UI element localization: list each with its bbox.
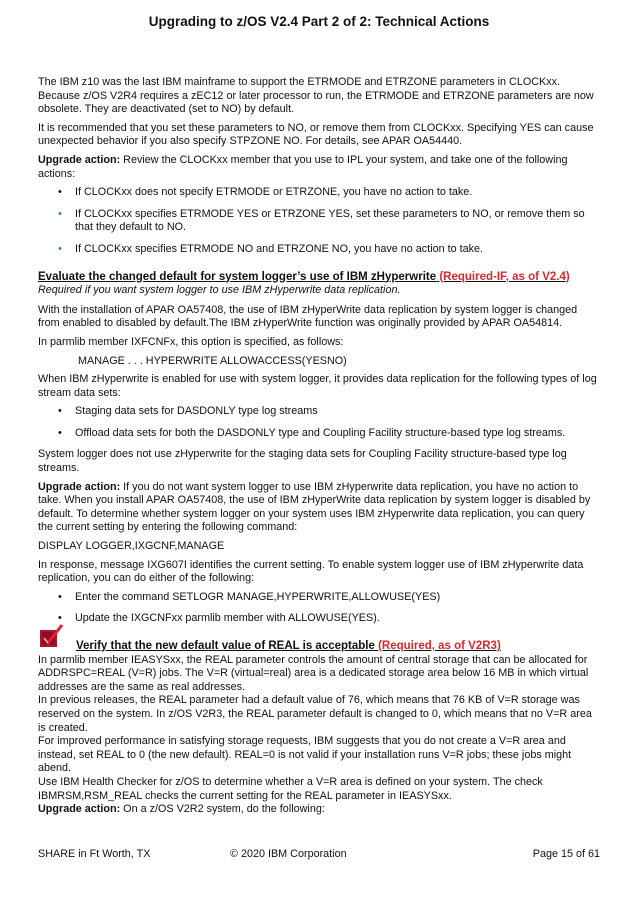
bullet-list xyxy=(38,591,600,626)
paragraph: In parmlib member IEASYSxx, the REAL parameter controls the amount of central storage that can be allocated for ADDRSPC=REAL (V=R) jobs. The V=R (virtual=real) area is a dedicated storage area below 16 MB in which virtual addresses are the same as real addresses. xyxy=(38,653,589,693)
section-heading xyxy=(38,271,600,285)
upgrade-action-text: Review the CLOCKxx member that you use to IPL your system, and take one of the following actions: xyxy=(38,153,568,180)
list-item: • Enter the command SETLOGR MANAGE,HYPERWRITE,ALLOWUSE(YES) xyxy=(38,591,600,605)
upgrade-action-text: If you do not want system logger to use IBM zHyperwrite data replication, you have no action to take. When you install APAR OA57408, the use of IBM zHyperWrite data replication by system logger is disabled by default. To determine whether system logger on your system uses IBM zHyperwrite data replication, you can query the current setting by entering the following command: xyxy=(38,480,591,534)
list-item: • If CLOCKxx does not specify ETRMODE or ETRZONE, you have no action to take. xyxy=(38,186,600,200)
paragraph: When IBM zHyperwrite is enabled for use with system logger, it provides data replication for the following types of log stream data sets: xyxy=(38,373,597,399)
section-heading xyxy=(38,640,600,654)
paragraph: For improved performance in satisfying storage requests, IBM suggests that you do not create a V=R area and instead, set REAL to 0 (the new default). REAL=0 is not valid if your installation runs V=R jobs; these jobs might abend. xyxy=(38,735,572,775)
paragraph: System logger does not use zHyperwrite for the staging data sets for Coupling Facility structure-based type log streams. xyxy=(38,448,567,475)
paragraph: In previous releases, the REAL parameter had a default value of 76, which means that 76 KB of V=R storage was reserved on the system. In z/OS V2R3, the REAL parameter default is changed to 0, which means that no V=R area is created. xyxy=(38,694,592,734)
footer-copyright: © 2020 IBM Corporation xyxy=(230,848,347,860)
footer-page-number: Page 15 of 61 xyxy=(532,848,600,860)
section-subtitle: Required if you want system logger to use IBM zHyperwrite data replication. xyxy=(38,284,401,297)
upgrade-action-label: Upgrade action: xyxy=(38,153,121,166)
paragraph: With the installation of APAR OA57408, the use of IBM zHyperWrite data replication by system logger is changed from enabled to disabled by default.The IBM zHyperWrite function was originally provided by APAR OA54814. xyxy=(38,303,578,330)
required-tag: (Required, as of V2R3) xyxy=(378,640,501,652)
upgrade-action xyxy=(38,481,600,535)
page-title: Upgrading to z/OS V2.4 Part 2 of 2: Technical Actions xyxy=(148,14,490,29)
list-item: • If CLOCKxx specifies ETRMODE YES or ETRZONE YES, set these parameters to NO, or remove them so that they default to NO. xyxy=(38,208,600,235)
bullet-list xyxy=(38,405,600,440)
upgrade-action-label: Upgrade action: xyxy=(38,480,121,493)
list-item: • Offload data sets for both the DASDONLY type and Coupling Facility structure-based type log streams. xyxy=(38,427,600,441)
paragraph: The IBM z10 was the last IBM mainframe to support the ETRMODE and ETRZONE parameters in CLOCKxx. Because z/OS V2R4 requires a zEC12 or later processor to run, the ETRMODE and ETRZONE parameters are now obsolete. They are deactivated (set to NO) by default. xyxy=(38,76,594,116)
upgrade-action-text: On a z/OS V2R2 system, do the following: xyxy=(120,803,325,816)
paragraph: In response, message IXG607I identifies the current setting. To enable system logger use of IBM zHyperwrite data replication, you can do either of the following: xyxy=(38,558,584,585)
code-line: MANAGE . . . HYPERWRITE ALLOWACCESS(YESNO) xyxy=(78,354,347,367)
command-line: DISPLAY LOGGER,IXGCNF,MANAGE xyxy=(38,540,225,553)
section-body xyxy=(38,654,600,817)
upgrade-action-label: Upgrade action: xyxy=(38,803,121,816)
bullet-list xyxy=(38,186,600,256)
upgrade-action xyxy=(38,154,600,181)
upgrade-action xyxy=(38,803,600,817)
paragraph: It is recommended that you set these parameters to NO, or remove them from CLOCKxx. Specifying YES can cause unexpected behavior if you also specify STPZONE NO. For details, see APAR OA54440. xyxy=(38,121,594,148)
list-item: • Staging data sets for DASDONLY type log streams xyxy=(38,405,600,419)
footer-event: SHARE in Ft Worth, TX xyxy=(38,848,151,860)
list-item: • Update the IXGCNFxx parmlib member with ALLOWUSE(YES). xyxy=(38,612,600,626)
document-body xyxy=(38,76,600,817)
list-item: • If CLOCKxx specifies ETRMODE NO and ETRZONE NO, you have no action to take. xyxy=(38,243,600,257)
checkmark-icon xyxy=(38,624,64,650)
paragraph: Use IBM Health Checker for z/OS to determine whether a V=R area is defined on your system. The check IBMRSM,RSM_REAL checks the current setting for the REAL parameter in IEASYSxx. xyxy=(38,775,543,802)
required-tag: (Required-IF, as of V2.4) xyxy=(439,270,570,283)
section-title: Evaluate the changed default for system logger’s use of IBM zHyperwrite xyxy=(38,270,437,283)
section-title: Verify that the new default value of REAL is acceptable xyxy=(76,640,375,652)
paragraph: In parmlib member IXFCNFx, this option is specified, as follows: xyxy=(38,335,344,348)
